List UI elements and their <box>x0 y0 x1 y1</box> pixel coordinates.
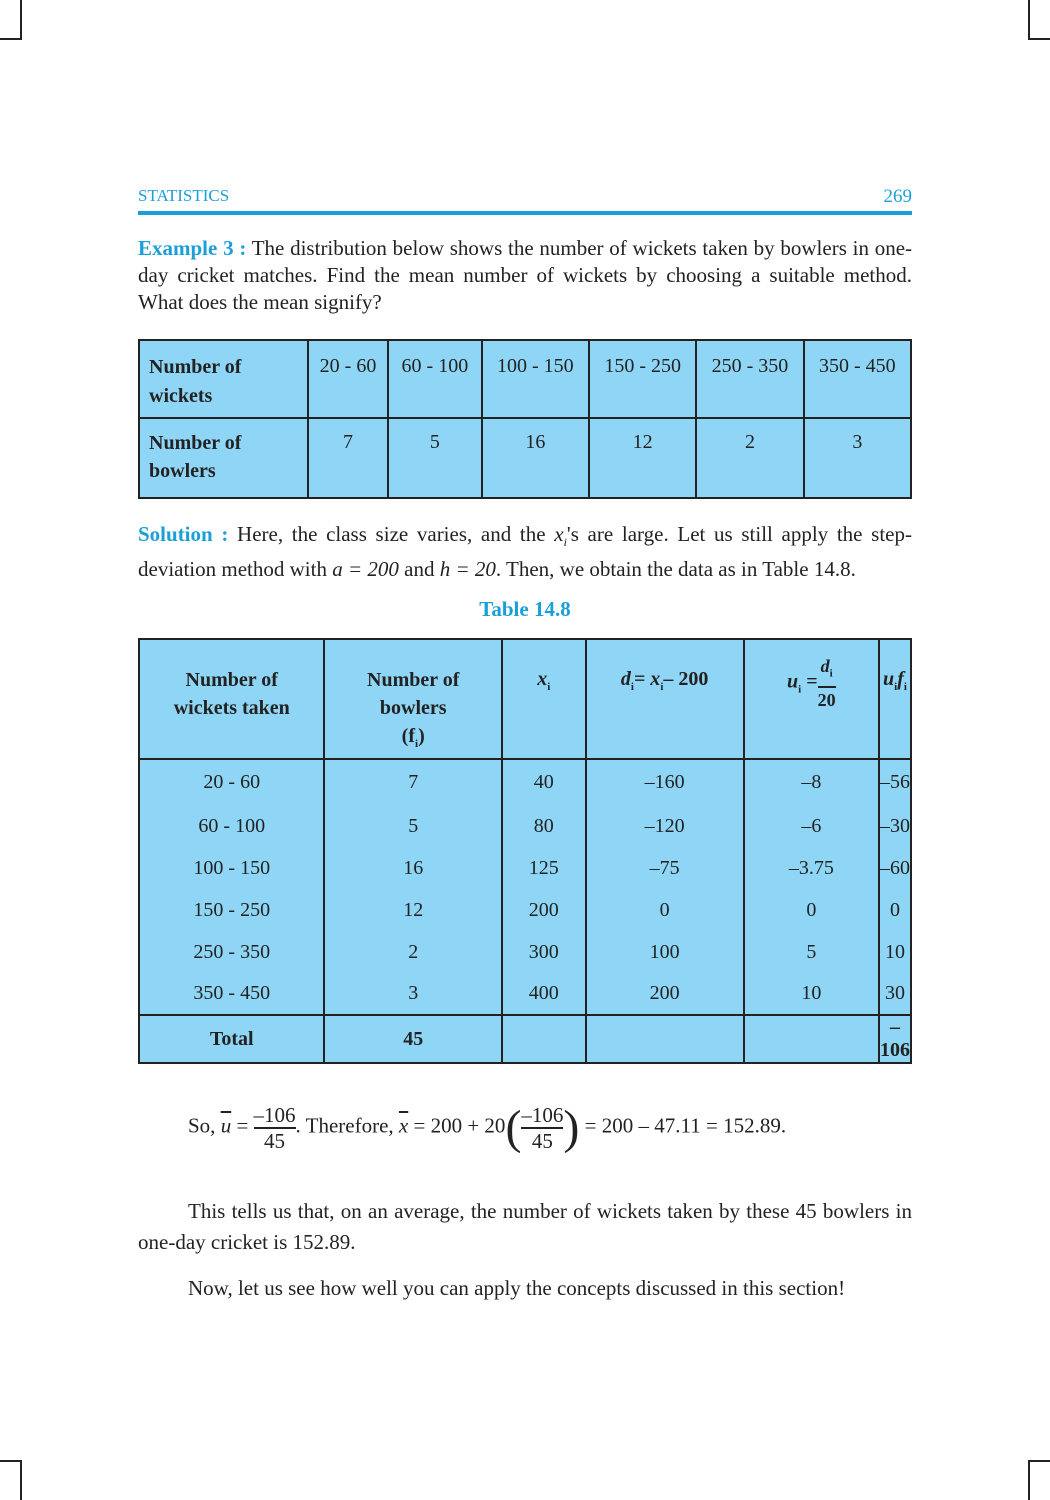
row-label: Number of bowlers <box>139 418 308 498</box>
table-cell: –30 <box>879 805 911 847</box>
total-f: 45 <box>324 1015 501 1063</box>
page-number: 269 <box>883 186 912 207</box>
header-text: u <box>883 668 895 690</box>
table-row <box>139 847 911 889</box>
crop-mark <box>1028 1460 1030 1500</box>
table-cell: 10 <box>744 973 879 1015</box>
table-cell: 125 <box>502 847 586 889</box>
eq-text: = 200 – 47.11 = 152.89. <box>584 1113 787 1138</box>
class-cell: 100 - 150 <box>482 340 589 418</box>
table-cell: –6 <box>744 805 879 847</box>
table-cell: –75 <box>586 847 744 889</box>
wickets-table <box>138 339 912 499</box>
table-cell: –60 <box>879 847 911 889</box>
denominator: 45 <box>264 1128 286 1153</box>
col-header: $d_i= x_i-$ 200 <box>586 639 744 759</box>
col-header: Number of bowlers $(f_i)$ <box>324 639 501 759</box>
conclusion-paragraph: This tells us that, on an average, the number of wickets taken by these 45 bowlers in one-day cricket is 152.89. <box>138 1199 912 1254</box>
class-cell: 150 - 250 <box>589 340 696 418</box>
bowler-cell: 5 <box>388 418 482 498</box>
table-cell: 2 <box>324 931 501 973</box>
empty-cell <box>502 1015 586 1063</box>
header-text: u <box>787 670 799 693</box>
table-row <box>139 931 911 973</box>
table-cell: 5 <box>324 805 501 847</box>
crop-mark <box>1028 38 1050 40</box>
table-cell: 60 - 100 <box>139 805 324 847</box>
running-header: STATISTICS <box>138 186 230 205</box>
crop-mark <box>1028 0 1030 40</box>
table-cell: –120 <box>586 805 744 847</box>
bowler-cell: 12 <box>589 418 696 498</box>
class-cell: 350 - 450 <box>804 340 911 418</box>
bowler-cell: 7 <box>308 418 388 498</box>
header-text: f <box>897 668 904 690</box>
crop-mark <box>20 1460 22 1500</box>
closing-paragraph: Now, let us see how well you can apply the concepts discussed in this section! <box>188 1276 846 1300</box>
header-rule <box>138 211 912 215</box>
table-cell: 30 <box>879 973 911 1015</box>
solution-text: s are large. Let us still apply the step-deviation method with <box>138 522 912 582</box>
table-cell: –160 <box>586 759 744 805</box>
table-caption: Table 14.8 <box>479 597 571 621</box>
header-text: (f <box>401 725 415 747</box>
table-cell: 7 <box>324 759 501 805</box>
table-cell: –56 <box>879 759 911 805</box>
table-cell: 300 <box>502 931 586 973</box>
numerator: –106 <box>253 1102 296 1127</box>
table-cell: 12 <box>324 889 501 931</box>
crop-mark <box>0 1460 22 1462</box>
header-text: = x <box>633 668 661 690</box>
total-label: Total <box>139 1015 324 1063</box>
table-cell: 0 <box>744 889 879 931</box>
bowler-cell: 16 <box>482 418 589 498</box>
table-cell: 10 <box>879 931 911 973</box>
solution-text: and <box>404 557 435 582</box>
table-cell: 16 <box>324 847 501 889</box>
header-text: – 200 <box>663 668 709 690</box>
numerator: –106 <box>521 1102 564 1127</box>
table-cell: 3 <box>324 973 501 1015</box>
table-row <box>139 889 911 931</box>
table-cell: 20 - 60 <box>139 759 324 805</box>
header-text: d <box>820 656 830 676</box>
col-header: $u_i$ = $\frac{d_i}{20}$ <box>744 639 879 759</box>
table-cell: 5 <box>744 931 879 973</box>
table-cell: 200 <box>502 889 586 931</box>
total-uf: –106 <box>880 1016 910 1061</box>
table-cell: 400 <box>502 973 586 1015</box>
table-row <box>139 805 911 847</box>
table-row <box>139 759 911 805</box>
solution-text: . Then, we obtain the data as in Table 14.8. <box>495 557 856 582</box>
col-header: $x_i$ <box>502 639 586 759</box>
table-cell: 80 <box>502 805 586 847</box>
header-text: = <box>806 670 818 693</box>
class-cell: 60 - 100 <box>388 340 482 418</box>
empty-cell <box>744 1015 879 1063</box>
col-header: $u_if_i$ <box>879 639 911 759</box>
table-cell: 100 <box>586 931 744 973</box>
solution-text: Here, the class size varies, and the <box>237 522 546 546</box>
example-label: Example 3 : <box>138 236 247 260</box>
var-x: x <box>554 522 564 546</box>
step-deviation-table <box>138 638 912 1064</box>
eq-text: So, <box>188 1113 216 1138</box>
u-bar: $\overline{u}$ <box>220 1113 232 1138</box>
eq-text: = <box>236 1113 249 1138</box>
mean-equation: So, $\overline{u}$ = $\frac{-106}{45}$ . Therefore, $\overline{x} = 200 + 20$( $\frac{-106}{45}$ ) = 200 – 47.11 = 152.89. <box>188 1101 787 1154</box>
header-text: 20 <box>817 689 836 710</box>
crop-mark <box>0 38 22 40</box>
col-header: Number of wickets taken <box>139 639 324 759</box>
h-value: h = 20 <box>439 557 496 582</box>
table-cell: 200 <box>586 973 744 1015</box>
denominator: 45 <box>531 1128 553 1153</box>
crop-mark <box>20 0 22 40</box>
table-cell: 40 <box>502 759 586 805</box>
table-row <box>139 973 911 1015</box>
class-cell: 20 - 60 <box>308 340 388 418</box>
example-text: The distribution below shows the number of wickets taken by bowlers in one-day cricket matches. Find the mean number of wickets by choosing a suitable method. What does the mean signify? <box>138 236 913 314</box>
eq-text: = 200 + 20 <box>413 1113 506 1138</box>
bowler-cell: 2 <box>696 418 803 498</box>
header-text: d <box>620 668 631 690</box>
bowler-cell: 3 <box>804 418 911 498</box>
table-cell: 350 - 450 <box>139 973 324 1015</box>
header-text: x <box>537 668 548 690</box>
x-bar: $\overline{x}$ <box>398 1113 409 1138</box>
table-cell: 150 - 250 <box>139 889 324 931</box>
table-cell: –3.75 <box>744 847 879 889</box>
eq-text: . Therefore, <box>295 1113 394 1138</box>
a-value: a = 200 <box>332 557 399 582</box>
subscript: i <box>563 535 567 550</box>
solution-paragraph: Solution : Here, the class size varies, and the $x_i's$ are large. Let us still apply the step-deviation method with a = 200 and h = 20. Then, we obtain the data as in Table 14.8. <box>138 522 912 582</box>
table-cell: 250 - 350 <box>139 931 324 973</box>
table-cell: 0 <box>586 889 744 931</box>
empty-cell <box>586 1015 744 1063</box>
crop-mark <box>1028 1460 1050 1462</box>
table-cell: 0 <box>879 889 911 931</box>
class-cell: 250 - 350 <box>696 340 803 418</box>
solution-label: Solution : <box>138 522 229 546</box>
header-text: Number of bowlers <box>367 669 460 719</box>
table-cell: –8 <box>744 759 879 805</box>
row-label: Number of wickets <box>139 340 308 418</box>
example-paragraph <box>138 235 912 316</box>
table-cell: 100 - 150 <box>139 847 324 889</box>
